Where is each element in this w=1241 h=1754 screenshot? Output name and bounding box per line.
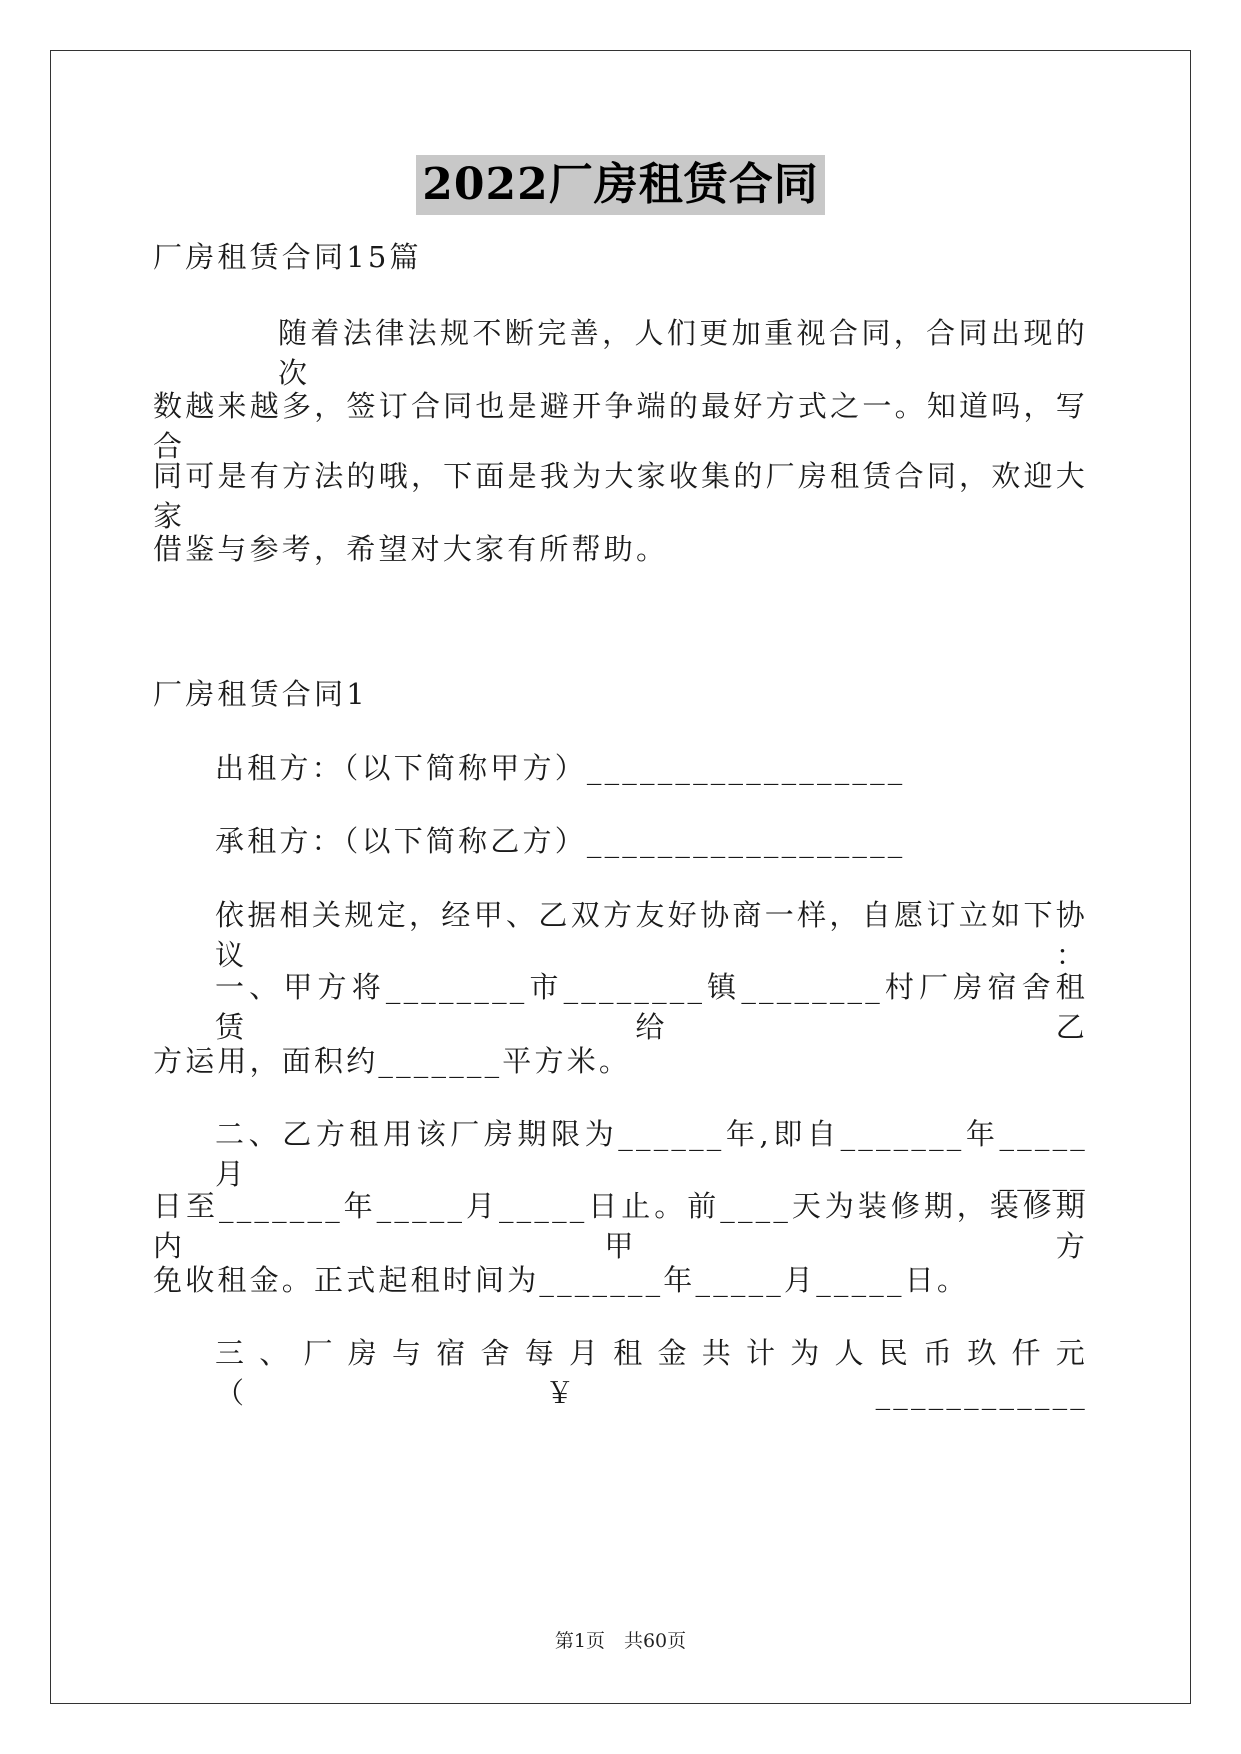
title-area (0, 155, 1241, 215)
clause2-line-3: 免收租金。正式起租时间为_______年_____月_____日。 (153, 1263, 970, 1297)
intro-line-1: 随着法律法规不断完善，人们更加重视合同，合同出现的次 (278, 316, 1088, 390)
clause2-line-1: 二、乙方租用该厂房期限为______年,即自_______年_____月_____ (215, 1117, 1088, 1191)
clause1-line-1: 一、甲方将________市________镇________村厂房宿舍租赁给乙 (215, 970, 1088, 1044)
clause1-line-2: 方运用，面积约_______平方米。 (153, 1044, 632, 1078)
subtitle: 厂房租赁合同15篇 (153, 240, 422, 274)
basis-line: 依据相关规定，经甲、乙双方友好协商一样，自愿订立如下协议： (215, 898, 1088, 972)
lessee-line: 承租方：（以下简称乙方）__________________ (215, 824, 906, 858)
intro-line-2: 数越来越多，签订合同也是避开争端的最好方式之一。知道吗，写合 (153, 389, 1088, 463)
intro-line-3: 同可是有方法的哦，下面是我为大家收集的厂房租赁合同，欢迎大家 (153, 459, 1088, 533)
intro-line-4: 借鉴与参考，希望对大家有所帮助。 (153, 532, 669, 566)
page-footer: 第1页 共60页 (554, 1630, 687, 1652)
document-title: 2022厂房租赁合同 (416, 155, 824, 215)
page-border (50, 50, 1191, 1704)
clause3-line-1: 三、厂房与宿舍每月租金共计为人民币玖仟元（￥____________ (215, 1336, 1088, 1410)
contract-heading: 厂房租赁合同1 (153, 677, 368, 711)
clause2-line-2: 日至_______年_____月_____日止。前____天为装修期，装修期内甲方 (153, 1189, 1088, 1263)
lessor-line: 出租方：（以下简称甲方）__________________ (215, 751, 906, 785)
